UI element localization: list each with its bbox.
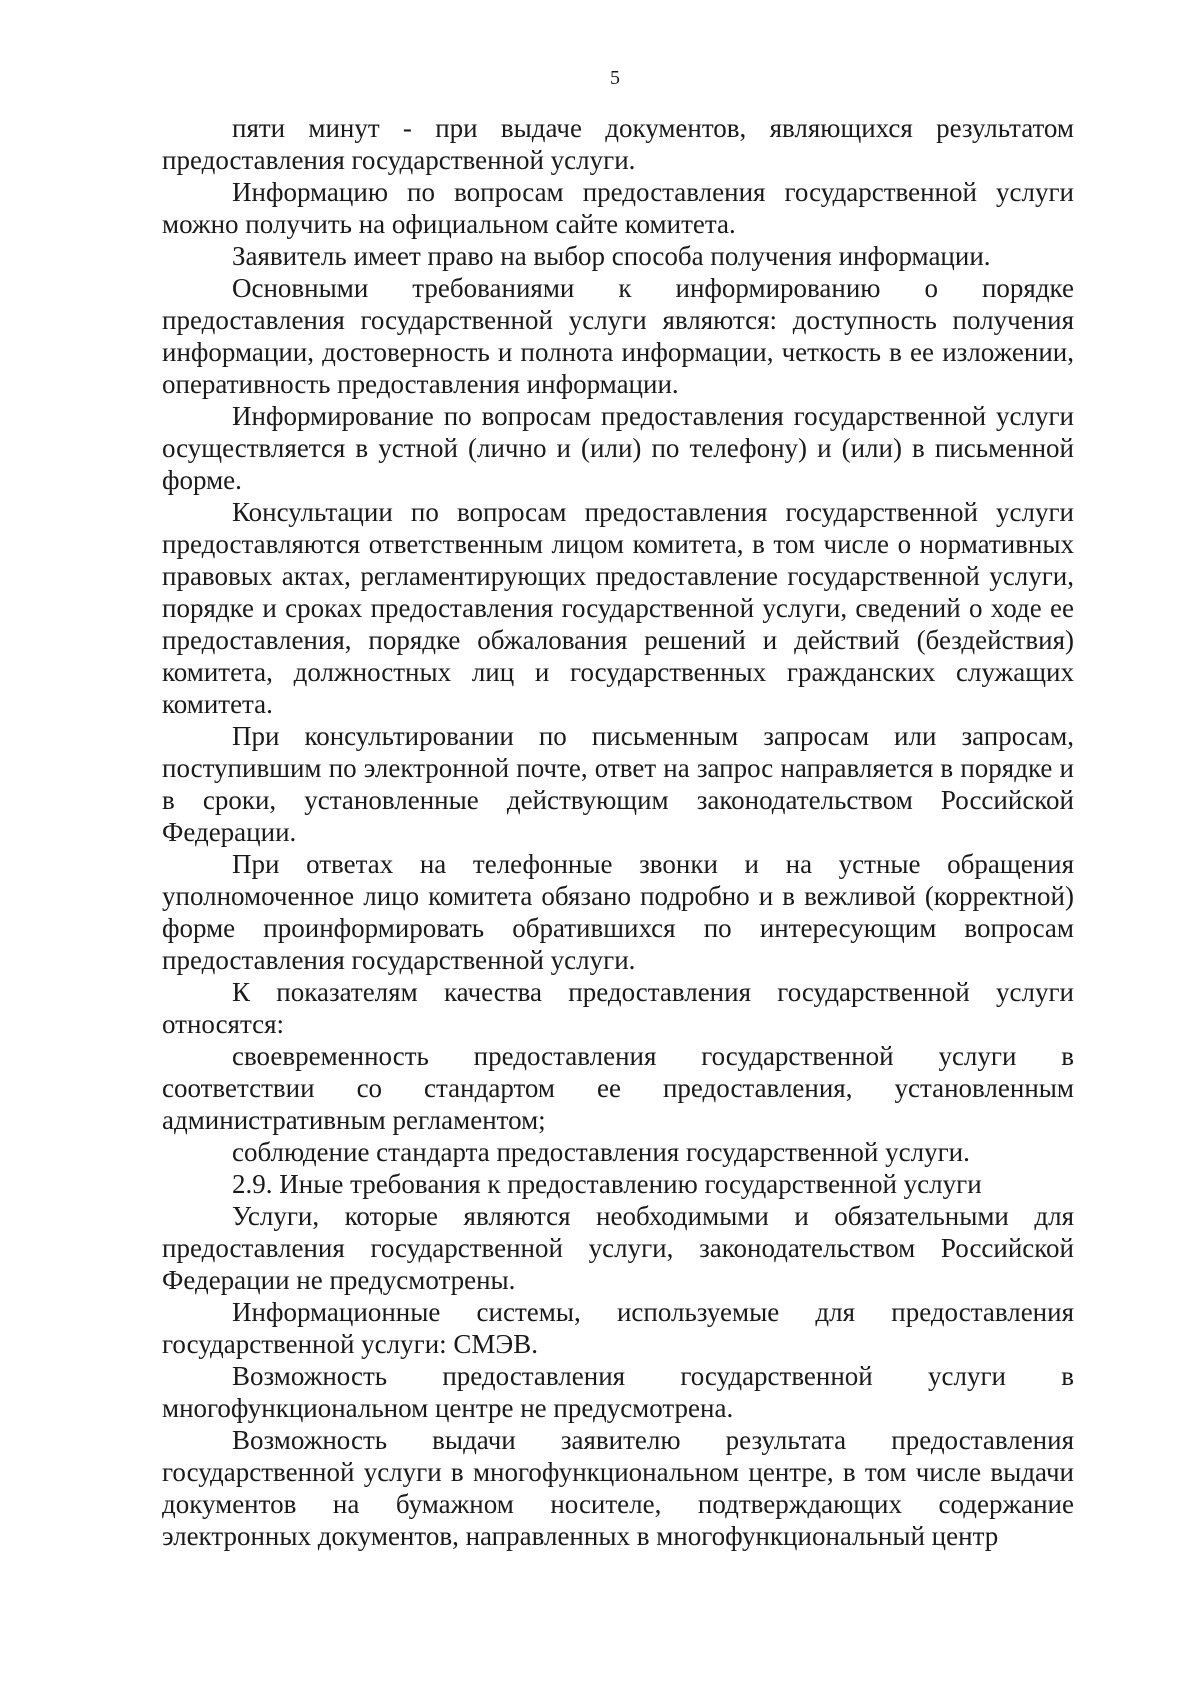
paragraph: К показателям качества предоставления государственной услуги относятся: <box>162 977 1074 1039</box>
paragraph: Консультации по вопросам предоставления государственной услуги предоставляются ответственным лицом комитета, в том числе о нормативных правовых актах, регламентирующих предоставление государственной услуги, порядке и сроках предоставления государственной услуги, сведений о ходе ее предоставления, порядке обжалования решений и действий (бездействия) комитета, должностных лиц и государственных гражданских служащих комитета. <box>162 497 1074 719</box>
paragraph: Основными требованиями к информированию о порядке предоставления государственной услуги являются: доступность получения информации, достоверность и полнота информации, четкость в ее изложении, оперативность предоставления информации. <box>162 273 1074 399</box>
paragraph: Информирование по вопросам предоставления государственной услуги осуществляется в устной (лично и (или) по телефону) и (или) в письменной форме. <box>162 401 1074 495</box>
page-number: 5 <box>610 67 620 89</box>
section-heading: 2.9. Иные требования к предоставлению государственной услуги <box>232 1169 982 1199</box>
paragraph: При ответах на телефонные звонки и на устные обращения уполномоченное лицо комитета обязано подробно и в вежливой (корректной) форме проинформировать обратившихся по интересующим вопросам предоставления государственной услуги. <box>162 849 1074 975</box>
paragraph: своевременность предоставления государственной услуги в соответствии со стандартом ее предоставления, установленным административным регламентом; <box>162 1041 1074 1135</box>
paragraph: Заявитель имеет право на выбор способа получения информации. <box>232 241 991 271</box>
paragraph: пяти минут - при выдаче документов, являющихся результатом предоставления государственной услуги. <box>162 113 1074 175</box>
paragraph: Информационные системы, используемые для предоставления государственной услуги: СМЭВ. <box>162 1297 1074 1359</box>
paragraph: соблюдение стандарта предоставления государственной услуги. <box>232 1137 970 1167</box>
document-body <box>162 112 1074 1552</box>
paragraph: Информацию по вопросам предоставления государственной услуги можно получить на официальном сайте комитета. <box>162 177 1074 239</box>
paragraph: Возможность предоставления государственной услуги в многофункциональном центре не предусмотрена. <box>162 1361 1074 1423</box>
paragraph: Возможность выдачи заявителю результата предоставления государственной услуги в многофункциональном центре, в том числе выдачи документов на бумажном носителе, подтверждающих содержание электронных документов, направленных в многофункциональный центр <box>162 1425 1074 1551</box>
paragraph: Услуги, которые являются необходимыми и обязательными для предоставления государственной услуги, законодательством Российской Федерации не предусмотрены. <box>162 1201 1074 1295</box>
paragraph: При консультировании по письменным запросам или запросам, поступившим по электронной почте, ответ на запрос направляется в порядке и в сроки, установленные действующим законодательством Российской Федерации. <box>162 721 1074 847</box>
